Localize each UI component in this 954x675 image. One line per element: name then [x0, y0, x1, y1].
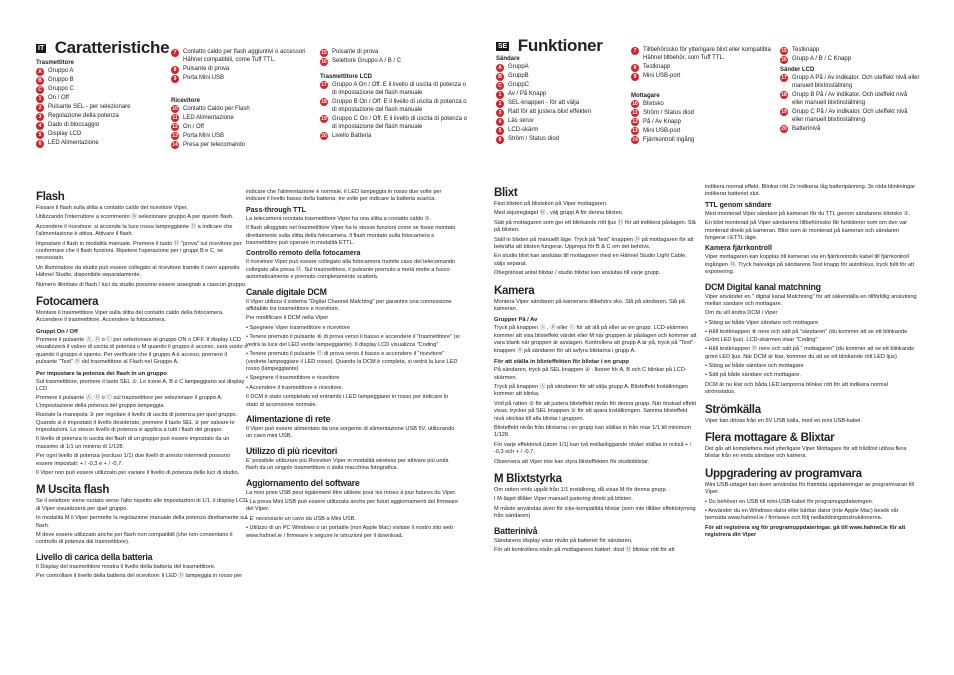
legend-label: Contatto caldo per flash aggiuntivi o accessori Hähnel compatibili, come Tuff TTL.	[183, 49, 306, 64]
text: Il livello di potenza in uscita dei flash di un gruppo può essere impostato da un massimo di 1/1 un minimo di 1/128.	[36, 436, 230, 450]
legend-item	[496, 63, 626, 72]
legend-item	[496, 99, 626, 108]
it-lcd-heading: Trasmettitore LCD	[320, 73, 373, 80]
callout-number-icon: 9	[631, 73, 639, 81]
callout-number-icon: 14	[172, 142, 178, 149]
text: Il Viper può essere alimentato da una sorgente di alimentazione USB 5V, utilizzando un cavo mini USB.	[246, 425, 455, 440]
text: Premere il pulsante Ⓐ, Ⓑ o Ⓒ sul trasmettitore per selezionare il gruppo A. L'impostazione della potenza del gruppo lampeggia.	[36, 395, 223, 409]
fotocamera-heading: Fotocamera	[36, 296, 99, 309]
bullet-item: • Spegnere il trasmettitore e ricevitore	[246, 375, 340, 382]
text: Per controllare il livello della batteria del ricevitore: il LED ⑪ lampeggia in rosso per	[36, 573, 243, 580]
callout-number-icon: 6	[496, 136, 504, 144]
legend-label: Fjärrkontroll ingång	[643, 136, 695, 143]
pass-through-heading: Pass-through TTL	[246, 206, 306, 214]
legend-item	[496, 108, 626, 117]
blixteffekt-heading: För att ställa in blixteffekten för blixtar i en grupp	[494, 359, 629, 366]
bullet-item: • Tenere premuto il pulsante ⑧ di prova verso il basso e accendere il "trasmettitore" (si vedrà la luce del LED verde lampeggiante). Il display LCD visualizza "Coding"	[246, 334, 460, 348]
legend-label: Pulsante SEL - per selezionare	[48, 104, 131, 110]
text: Det går att komplettera med ytterligare Viper Mottagare för att trådlöst utlösa flera blixtar från en enda sändare och kamera.	[705, 445, 907, 460]
legend-label: Presa per telecomando	[183, 141, 246, 148]
text: Blixteffekt nivån från blixtarna i en grupp kan ställas in från max 1/1 till minimum 1/128.	[494, 424, 692, 439]
callout-number-icon: C	[36, 86, 44, 94]
legend-item	[780, 46, 920, 55]
legend-label: Gruppo A	[48, 68, 74, 74]
legend-item	[496, 72, 626, 81]
legend-item	[171, 114, 311, 123]
callout-number-icon: 16	[781, 56, 787, 63]
it-body-col-2	[246, 189, 460, 542]
callout-number-icon: 2	[36, 104, 44, 112]
legend-label: Selettore Gruppo A / B / C	[332, 58, 402, 64]
legend-label: Contatto Caldo per Flash	[183, 105, 250, 112]
text: Il DCM è stato completato ed entrambi i LED lampeggiano in rosso per indicare lo stato di accensione normale.	[246, 394, 449, 408]
se-dcm-heading: DCM Digital kanal matchning	[705, 281, 821, 292]
legend-item	[320, 115, 470, 132]
text: Numero illimitato di flash / luci da studio possono essere assegnati a ciascun gruppo.	[36, 281, 247, 288]
it-page-title: Caratteristiche	[54, 38, 170, 57]
text: E' possibile utilizzare più Ricevitori Viper in modalità wireless per attivare più unità flash da un singolo trasmettitore o dalla macchina fotografica.	[246, 457, 449, 472]
callout-number-icon: 8	[171, 66, 179, 74]
legend-label: On / Off	[48, 95, 69, 101]
text: Vrid på ratten ③ för att justera blixteffekt nivån för denna grupp. När önskad effekt visas, trycker på SEL knappen ② för att spara inställningen. Samma blixteffekt nivå skickas till alla blixtar i gruppen.	[494, 400, 697, 422]
legend-label: Gruppo C	[48, 86, 75, 92]
legend-label: Mini USB-port	[643, 127, 681, 134]
text: Per modificare il DCM nella Viper	[246, 315, 329, 322]
callout-number-icon: 5	[36, 131, 44, 139]
callout-number-icon: 18	[781, 92, 787, 99]
legend-label: Porta Mini USB	[183, 132, 225, 139]
bullet-item: • Stäng av både Viper sändare och mottagare	[705, 319, 819, 326]
text: En studio blixt kan anslutas till mottagaren med en Hähnel Studio Light Cable, säljs separat.	[494, 253, 687, 267]
callout-number-icon: 17	[781, 75, 787, 81]
legend-item	[36, 94, 161, 103]
text: Il flash alloggiato nel trasmettitore Viper ha le stesse funzioni come se fosse montato direttamente sulla slitta della fotocamera. Il flash montato sulla fotocamera e trasmettitore può operare in modalità ETTL.	[246, 225, 456, 247]
blixt-heading: Blixt	[494, 187, 518, 199]
bullet-item: • Tenere premuto il pulsante ⑮ di prova verso il basso e accendere il "ricevitore" (vedrete lampeggiare il LED rosso). Quando la DCM è completa, si vedrà la luce LED rosso (lampeggiante)	[246, 351, 458, 372]
bullet-item: • Utilizzo di un PC Windows o un portatile (non Apple Mac) visitate il nostro sito web www.hahnel.ie / firmware e seguire le istruzioni per il download.	[246, 525, 454, 539]
it-lcd-legend	[320, 48, 470, 141]
it-rx-heading: Ricevitore	[171, 97, 201, 104]
bullet-item: • Accendere il trasmettitore e ricevitore.	[246, 384, 344, 391]
text: Utilizzando l'interruttore a scorrimento ⑯ selezionare gruppo A per questo flash.	[36, 214, 234, 221]
callout-number-icon: 12	[632, 119, 638, 126]
legend-item	[780, 55, 920, 64]
legend-item	[171, 65, 311, 74]
callout-number-icon: 9	[171, 75, 179, 83]
text: Il Display del trasmettitore mostra il livello della batteria del trasmettitore.	[36, 563, 216, 570]
legend-item	[496, 126, 626, 135]
text: Se il selettore viene ruotato verso l'alto rispetto alle impostazioni di 1/1, il display LCD di Viper visualizzerà per quel gruppo.	[36, 498, 248, 512]
callout-number-icon: B	[496, 73, 504, 81]
se-rx-list	[631, 100, 776, 145]
legend-label: Blixtsko	[643, 100, 664, 107]
callout-number-icon: 20	[781, 126, 787, 133]
text: Montare il trasmettitore Viper sulla slitta del contatto caldo della fotocamera. Accendere il trasmettitore. Accendere la fotocamera.	[36, 310, 224, 324]
callout-number-icon: 4	[496, 118, 504, 126]
legend-label: LCD-skärm	[508, 127, 539, 133]
legend-label: Testknapp	[643, 64, 671, 71]
legend-item	[36, 139, 161, 148]
it-lang-badge: IT	[38, 45, 45, 53]
legend-label: Grupp A / B / C Knapp	[792, 56, 852, 62]
text: I M-läget tillåter Viper manuell justering direkt på blixten.	[494, 496, 633, 503]
callout-number-icon: 17	[321, 82, 327, 88]
legend-label: GruppB	[508, 73, 529, 79]
legend-label: LED Alimentazione	[183, 114, 234, 121]
legend-item	[320, 98, 470, 115]
uppgradering-heading: Uppgradering av programvara	[705, 467, 862, 480]
legend-item	[780, 125, 920, 134]
callout-number-icon: 10	[172, 106, 178, 113]
text: En blixt monterad på Viper sändarens tillbehörssko får funktioner som om den var monterad direkt på kameran. Blixt som är monterad på kameran och sändaren fungerar i ETTL läge.	[705, 220, 907, 242]
callout-number-icon: 13	[172, 133, 178, 140]
bullet-item: • E' necessario un cavo da USB a Mini USB.	[246, 515, 356, 522]
callout-number-icon: C	[496, 82, 504, 90]
m-uscita-heading: M Uscita flash	[36, 484, 110, 497]
legend-label: Regolazione della potenza	[48, 113, 119, 119]
callout-number-icon: 5	[496, 127, 504, 135]
legend-item	[171, 48, 311, 65]
dcm-heading: Canale digitale DCM	[246, 286, 327, 297]
legend-item	[631, 118, 776, 127]
legend-label: På / Av Knapp	[643, 118, 681, 125]
legend-item	[631, 109, 776, 118]
callout-number-icon: 2	[496, 100, 504, 108]
text: Mini USB-uttaget kan även användas för framtida uppdateringar av programvaran till Viper.	[705, 481, 914, 496]
legend-item	[171, 105, 311, 114]
legend-label: Display LCD	[48, 131, 82, 137]
legend-item	[36, 67, 161, 76]
legend-label: Livello Batteria	[332, 132, 372, 139]
se-tx-heading: Sändare	[496, 56, 520, 62]
flash-heading: Flash	[36, 191, 65, 203]
text: Tryck på knappen Ⓐ , Ⓑ eller Ⓒ för att slå på eller av en grupp. LCD-skärmen kommer att visa blixteffekt värdet eller M när gruppen är påslagen och kommer att vara blank när gruppen är avslagen. Kontrollera att grupp A är på, tryck på "Test"- knappen ⑧ på sändaren för att avfyra blixtarna i grupp A.	[494, 325, 697, 354]
text: indikera normal effekt. Blinkar rött 2x indikerar låg batteripänning. 3x röda blinkningar indikerar batteriet slut.	[705, 184, 916, 198]
se-lang-badge: SE	[498, 43, 508, 51]
callout-number-icon: 3	[36, 113, 44, 121]
legend-item	[496, 117, 626, 126]
bullet-item: • Sätt på både sändare och mottagare.	[705, 372, 801, 379]
text: Il Viper non può essere utilizzato per variare il livello di potenza delle luci di studio.	[36, 469, 240, 476]
ricevitori-heading: Utilizzo di più ricevitori	[246, 445, 338, 456]
flera-mottagare-heading: Flera mottagare & Blixtar	[705, 431, 835, 444]
text: indicare che l'alimentazione è normale, il LED lampeggia in rosso due volte per indicare il livello basso della batteria; tre volte per indicare la batteria scarica.	[246, 189, 442, 203]
it-tx-list	[36, 67, 161, 148]
legend-label: Grupp A På / Av indikator. Och uteffekt nivå eller manuell blixtinställning	[792, 74, 920, 89]
callout-number-icon: 3	[496, 109, 504, 117]
it-tx3-list	[320, 48, 470, 66]
se-lcd-list	[780, 74, 920, 134]
legend-item	[171, 74, 311, 83]
legend-label: Tillbehörssko för ytterligare blixt eller kompatibla Hähnel tillbehör, som Tuff TTL.	[643, 47, 771, 62]
text: Tryck på knappen Ⓐ på sändaren för att välja grupp A. Blixteffekt Inställningen kommer att blinka.	[494, 383, 689, 398]
callout-number-icon: 18	[321, 99, 327, 106]
bullet-item: • Stäng av både sändare och mottagare	[705, 362, 804, 369]
text: Per ogni livello di potenza (escluso 1/1) due livelli di arresto intermedi possono essere impostati: + / -0,3 e + / -0,7.	[36, 453, 231, 467]
legend-label: Grupp C På / Av indikator. Och uteffekt nivå eller manuell blixtinställning	[792, 108, 908, 123]
text: M deve essere utilizzato anche per flash non compatibili (che non consentano il controllo di potenza dal trasmettitore).	[36, 532, 233, 546]
text: Impostare il flash in modalità manuale. Premere il tasto ⑮ "prova" sul ricevitore per confermare che il flash funzioni. Ripetere l'operazione per i gruppi B e C, se necessario.	[36, 240, 242, 262]
text: La telecamera montata trasmettitore Viper ha una slitta a contatto caldo ⑦.	[246, 215, 432, 222]
callout-number-icon: 15	[781, 47, 787, 54]
callout-number-icon: 1	[36, 95, 44, 103]
se-tx-list	[496, 63, 626, 144]
grupper-heading: Grupper På / Av	[494, 317, 538, 324]
legend-item	[780, 91, 920, 108]
legend-label: Dado di bloccaggio	[48, 122, 100, 128]
text: Viper mottagaren kan kopplas till kameran via en fjärrkontrolls kabel till fjärrkontroll ingången ⑭. Tryck halvvägs på sändarens Test knapp för autofokus, tryck fullt för att exponering.	[705, 254, 915, 276]
batteria-heading: Livello di carica della batteria	[36, 551, 153, 562]
text: Obegränsat antal blixtar / studio blixtar kan anslutas till varje grupp.	[494, 270, 661, 277]
legend-item	[631, 46, 776, 63]
it-lcd-list	[320, 81, 470, 141]
it-title-block	[36, 38, 169, 58]
software-heading: Aggiornamento del software	[246, 477, 360, 488]
legend-label: GruppA	[508, 64, 529, 70]
text: Observera att Viper inte kan styra blixteffekten för studioblixtar.	[494, 458, 650, 465]
bullet-item: • Du behöver en USB till mini-USB-kabel för programuppdateringen.	[705, 498, 874, 505]
legend-label: Ström / Status diod	[643, 109, 695, 116]
text: Il ricevitore Viper può essere collegato alla fotocamera tramite cavo del telecomando collegato alla presa ⑭. Sul trasmettitore, il pulsante premuto a metà mette a fuoco automaticamente e premuto completamente scatterà.	[246, 259, 456, 281]
it-tx2-list	[171, 48, 311, 83]
callout-number-icon: 11	[172, 115, 178, 122]
bullet-item: • Håll testknappen ⑧ nere och sätt på "sändaren" (du kommer att se ett blinkande Grönt LED ljus). LCD-skärmen visar "Coding"	[705, 329, 908, 343]
legend-item	[320, 81, 470, 98]
se-lcd-legend	[780, 46, 920, 134]
legend-label: Porta Mini USB	[183, 75, 225, 82]
text: Fissare il flash sulla slitta a contatto caldo del ricevitore Viper.	[36, 205, 188, 211]
m-blixtstyrka-heading: M Blixtstyrka	[494, 472, 562, 485]
legend-item	[631, 63, 776, 72]
se-body-col-1	[494, 180, 698, 556]
se-update-steps	[705, 499, 919, 523]
legend-item	[36, 103, 161, 112]
legend-item	[631, 127, 776, 136]
text: Sul trasmettitore, premere il tasto SEL ②. Le icone A, B e C lampeggiano sul display LCD.	[36, 378, 245, 392]
callout-number-icon: 13	[632, 128, 638, 135]
callout-number-icon: A	[36, 68, 44, 76]
alimentazione-heading: Alimentazione di rete	[246, 413, 331, 424]
text: DCM är nu klar och båda LED lamporna blinkar rött för att indikera normal strömstatus.	[705, 381, 888, 396]
legend-item	[36, 76, 161, 85]
dcm-steps	[246, 325, 460, 392]
callout-number-icon: 14	[632, 137, 638, 144]
legend-label: Ström / Status diod	[508, 136, 560, 142]
kamera-fjarrkontroll-heading: Kamera fjärrkontroll	[705, 245, 772, 253]
se-dcm-steps	[705, 320, 919, 380]
legend-label: Batterinivå	[792, 125, 821, 132]
legend-item	[171, 132, 311, 141]
legend-label: Läs skruv	[508, 118, 534, 124]
legend-item	[320, 132, 470, 141]
callout-number-icon: 10	[632, 101, 638, 108]
callout-number-icon: 7	[171, 49, 179, 57]
text: Viper använder en " digital kanal Matchning" för att säkerställa en tillförlitlig anslutning mellan sändare och mottagare.	[705, 293, 917, 308]
callout-number-icon: 19	[781, 109, 787, 116]
legend-label: Pulsante di prova	[332, 49, 379, 55]
bullet-item: • Håll testknappen ⑮ nere och sätt på " mottagaren" (du kommer att se ett blinkande grönt LED ljus. När DCM är klar, kommer du att se ett blinkande rött LED ljus)	[705, 346, 915, 360]
text: Il Viper utilizza il sistema "Digital Channel Matching" per garantire una connessione affidabile tra trasmettitore e ricevitore.	[246, 298, 452, 313]
se-tx-legend-2	[631, 46, 776, 145]
callout-number-icon: 4	[36, 122, 44, 130]
text: Ställ in blixten på manuellt läge. Tryck på "test" knappen ⑮ på mottagaren för att bekräfta att blixten fungerar. Upprepa för B & C om det behövs.	[494, 236, 694, 251]
batteriniva-heading: Batterinivå	[494, 525, 538, 536]
callout-number-icon: 1	[496, 91, 504, 99]
text: M måste användas även för icke-kompatibla blixtar (som inte tillåter effektstyrning från sändaren)	[494, 505, 696, 520]
legend-label: GruppC	[508, 82, 530, 88]
se-tx3-list	[780, 46, 920, 64]
callout-number-icon: B	[36, 77, 44, 85]
it-rx-list	[171, 105, 311, 150]
se-tx2-list	[631, 46, 776, 81]
legend-item	[631, 100, 776, 109]
legend-label: LED Alimentazione	[48, 140, 99, 146]
text: Un illuminatore da studio può essere collegato al ricevitore tramite il cavo apposito Hähnel Studio, disponibile separatamente.	[36, 264, 240, 279]
text: Accendere il ricevitore: si accende la luce rossa lampeggiante ⑪ a indicare che l'alimentazione è attiva. Attivare il flash.	[36, 223, 233, 238]
legend-label: On / Off	[183, 123, 204, 130]
legend-item	[496, 135, 626, 144]
legend-item	[631, 136, 776, 145]
callout-number-icon: 6	[36, 140, 44, 148]
software-steps	[246, 499, 460, 540]
text: På sändaren, tryck på SEL knappen ② . Ikoner för A, B och C blinkar på LCD-skärmen.	[494, 367, 687, 381]
legend-item	[36, 121, 161, 130]
legend-item	[36, 85, 161, 94]
legend-label: Gruppo B On / Off. E il livello di uscita di potenza o di impostazione del flash manuale	[332, 98, 467, 113]
callout-number-icon: 12	[172, 124, 178, 131]
text: För att kontrollera nivån på mottagarens batteri: diod ⑪ blinkar rött för att	[494, 547, 675, 553]
legend-label: Av / På Knapp	[508, 91, 547, 97]
legend-item	[320, 48, 470, 57]
bullet-item: • Använder du en Windows-dator eller bärbar dator (inte Apple Mac) besök vår hemsida www.hahnel.ie / firmware och följ nedladdningsinstruktionerna.	[705, 507, 899, 522]
legend-item	[36, 112, 161, 121]
se-lcd-heading: Sänder LCD	[780, 66, 815, 73]
callout-number-icon: A	[496, 64, 504, 72]
it-body-col-1	[36, 184, 248, 583]
callout-number-icon: 8	[631, 64, 639, 72]
text: Ruotate la manopola ③ per regolare il livello di uscita di potenza per quel gruppo. Quando si è impostato il livello desiderato, premere il tasto SEL ② per salvare le impostazioni. Lo stesso livello di potenza si applica a tutti i flash del gruppo.	[36, 412, 238, 433]
legend-label: Grupp B På / Av indikator. Och uteffekt nivå eller manuell blixtinställning	[792, 91, 908, 106]
se-transmitter-legend	[496, 55, 626, 144]
text: För varje effektnivå (utom 1/1) kan två mellanliggande nivåer ställas in också + / -0,3 och + / -0,7.	[494, 441, 692, 456]
text: Fäst blixten på blixtskon på Viper mottagaren.	[494, 201, 608, 207]
legend-label: SEL-knappen - för att välja	[508, 100, 580, 106]
text: La mini prise USB peut également être utilisée pour les mises à jour futures du Viper.	[246, 489, 457, 496]
kamera-heading: Kamera	[494, 284, 535, 297]
text: In modalità M il Viper permette la regolazione manuale della potenza direttamente sul flash.	[36, 515, 248, 529]
stromkalla-heading: Strömkälla	[705, 403, 761, 416]
it-tx-legend-2	[171, 48, 311, 150]
legend-label: Pulsante di prova	[183, 66, 230, 73]
legend-item	[780, 74, 920, 91]
callout-number-icon: 20	[321, 133, 327, 140]
se-title-block	[496, 36, 603, 56]
legend-label: Gruppo B	[48, 77, 74, 83]
legend-label: Testknapp	[792, 47, 820, 53]
text: Sätt på mottagaren som ger ett blinkande rött ljus ⑪ för att indikera påslagen. Slå på blixten.	[494, 219, 696, 234]
callout-number-icon: 15	[321, 49, 327, 56]
text: Med skjutreglaget ⑯ , välj grupp A för denna blixten.	[494, 210, 624, 217]
legend-label: Gruppo C On / Off. E il livello di uscita di potenza o di impostazione del flash manuale	[332, 115, 467, 130]
legend-label: Mini USB-port	[643, 73, 681, 80]
text: Premere il pulsante Ⓐ, Ⓑ o Ⓒ per selezionare al gruppo ON o OFF. Il display LCD visualizzerà il valore di uscita di potenza o M quando il gruppo è acceso, sarà vuoto o quando il gruppo è spento. Per verificare che il gruppo A è acceso, premere il pulsante "Test" ⑧ del trasmettitore al Flash nel Gruppo A.	[36, 336, 248, 366]
se-rx-heading: Mottagare	[631, 92, 660, 99]
legend-item	[631, 72, 776, 81]
legend-item	[320, 57, 470, 66]
legend-item	[171, 123, 311, 132]
it-tx-heading: Trasmettitore	[36, 60, 75, 66]
legend-item	[780, 108, 920, 125]
text: Om du vill ändra DCM i Viper	[705, 310, 778, 317]
legend-label: Ratt för att justera blixt effekten	[508, 109, 591, 115]
callout-number-icon: 11	[632, 110, 638, 117]
se-page-title: Funktioner	[517, 36, 603, 55]
bullet-item: • Spegnere Viper trasmettitore e ricevitore	[246, 324, 350, 331]
callout-number-icon: 7	[631, 47, 639, 55]
legend-item	[496, 81, 626, 90]
text: Om ratten vrids uppåt från 1/1 inställning, då visas M för denna grupp.	[494, 486, 668, 493]
controllo-remoto-heading: Controllo remoto della fotocamera	[246, 250, 361, 258]
text: Viper kan drivas från en 5V USB källa, med en mini USB-kabel.	[705, 417, 862, 424]
se-body-col-2	[705, 184, 919, 542]
potenza-heading: Per impostare la potenza dei flash in un gruppo	[36, 370, 167, 377]
callout-number-icon: 16	[321, 58, 327, 65]
text: Sändarens display visar nivån på batteriet för sändaren.	[494, 537, 633, 544]
text: För att registrera sig för programuppdateringar, gå till www.hahnel.ie för att registrera din Viper	[705, 524, 906, 539]
bullet-item: • La presa Mini USB può essere utilizzata anche per futuri aggiornamenti del firmware del Viper.	[246, 498, 459, 513]
text: Montera Viper sändaren på kamerans tillbehörs sko. Slå på sändaren. Slå på kameran.	[494, 298, 685, 313]
gruppi-heading: Gruppi On / Off	[36, 328, 78, 335]
it-transmitter-legend	[36, 59, 161, 148]
callout-number-icon: 19	[321, 116, 327, 123]
legend-item	[496, 90, 626, 99]
legend-label: Gruppo A On / Off. E il livello di uscita di potenza o di impostazione del flash manuale	[332, 81, 466, 96]
ttl-heading: TTL genom sändare	[705, 201, 772, 209]
text: Med monterad Viper sändare på kameran får du TTL genom sändarens blixtsko ⑦.	[705, 210, 911, 217]
legend-item	[36, 130, 161, 139]
legend-item	[171, 141, 311, 150]
